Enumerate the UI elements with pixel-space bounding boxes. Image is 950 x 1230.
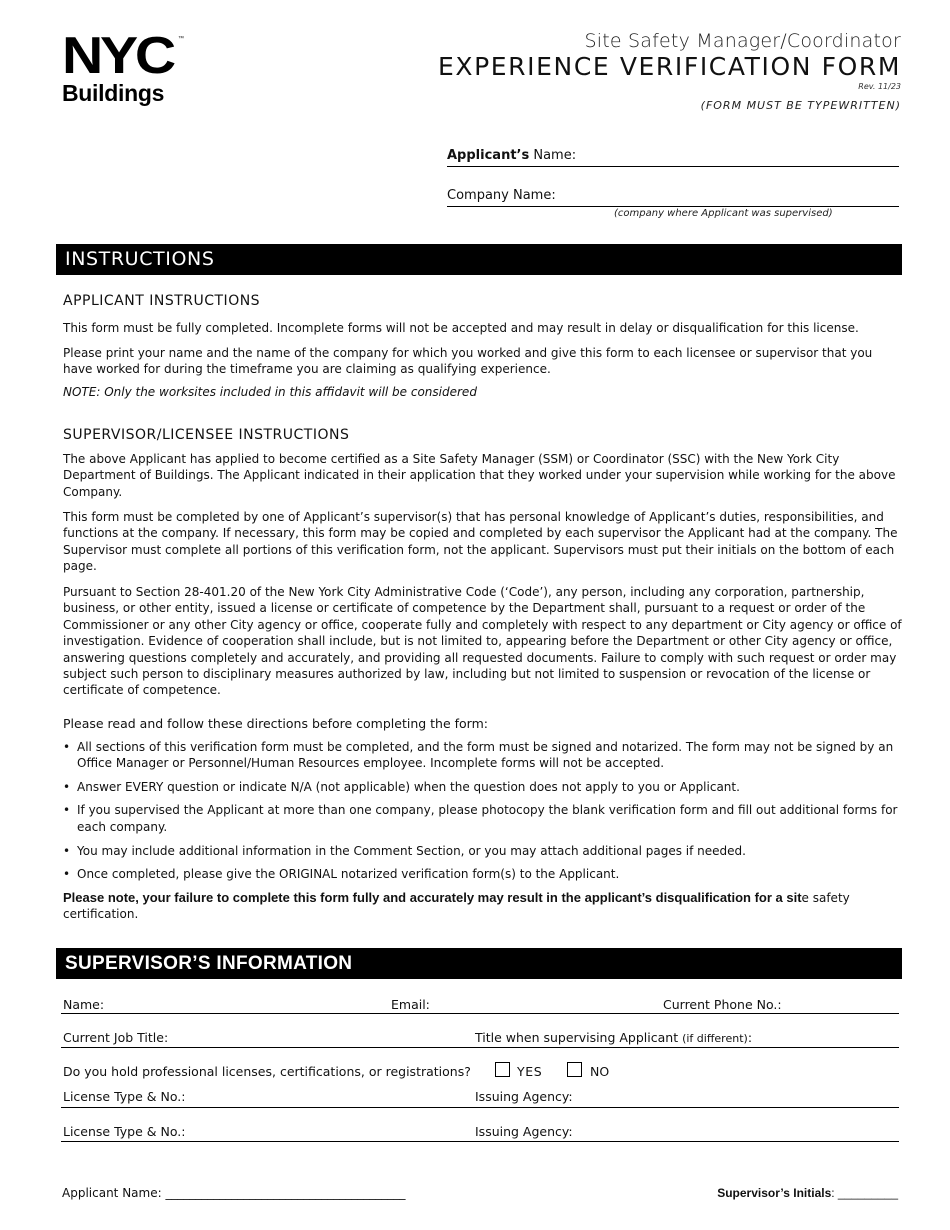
list-item: • If you supervised the Applicant at more than one company, please photocopy the blank verification form and fill out additional forms for each company. <box>63 802 901 835</box>
applicant-instructions-note: NOTE: Only the worksites included in this affidavit will be considered <box>63 385 477 399</box>
company-name-note: (company where Applicant was supervised) <box>614 208 833 219</box>
disqualification-note <box>63 890 901 923</box>
applicant-instructions-p1: This form must be fully completed. Incomplete forms will not be accepted and may result in delay or disqualification for this license. <box>63 321 859 335</box>
disqualification-note-rest: e safety certification. <box>63 891 850 922</box>
license-type-field-1[interactable]: License Type & No.: <box>63 1089 186 1104</box>
form-subtitle: Site Safety Manager/Coordinator <box>584 30 901 52</box>
supervisor-phone-field[interactable]: Current Phone No.: <box>663 997 782 1012</box>
supervisor-email-field[interactable]: Email: <box>391 997 430 1012</box>
supervisor-instructions-heading: SUPERVISOR/LICENSEE INSTRUCTIONS <box>63 427 350 443</box>
title-when-supervising-label: Title when supervising Applicant <box>475 1030 683 1045</box>
license-type-field-2[interactable]: License Type & No.: <box>63 1124 186 1139</box>
applicant-instructions-p2: Please print your name and the name of the company for which you worked and give this form to each licensee or supervisor that you have worked for during the timeframe you are claiming as qualifying experience. <box>63 346 873 377</box>
applicant-name-field[interactable] <box>447 148 899 167</box>
issuing-agency-field-1[interactable]: Issuing Agency: <box>475 1089 573 1104</box>
applicant-name-label: Name: <box>529 148 577 163</box>
directions-intro: Please read and follow these directions before completing the form: <box>63 716 488 731</box>
applicant-name-footer-field[interactable]: Applicant Name: ________________________________________ <box>62 1186 406 1200</box>
disqualification-note-bold: Please note, your failure to complete this form fully and accurately may result in the applicant’s disqualification for a sit <box>63 890 802 905</box>
list-item: • Answer EVERY question or indicate N/A (not applicable) when the question does not apply to you or Applicant. <box>63 779 901 795</box>
company-name-field[interactable] <box>447 188 899 207</box>
supervisor-instructions-p3: Pursuant to Section 28-401.20 of the New York City Administrative Code (‘Code’), any person, including any corporation, partnership, business, or other entity, issued a license or certificate of competence by the Department shall, pursuant to a request or order of the Commissioner or any other City agency or office, cooperate fully and completely with respect to any department or City agency or office of investigation. Evidence of cooperation shall include, but is not limited to, appearing before the Department or other City agency or office, answering questions completely and accurately, and providing all requested documents. Failure to comply with such request or order may subject such person to disciplinary measures authorized by law, including but not limited to suspension or revocation of the license or certificate of competence. <box>63 585 902 698</box>
yes-label: YES <box>517 1064 543 1079</box>
yes-checkbox[interactable] <box>495 1062 510 1077</box>
current-job-title-field[interactable]: Current Job Title: <box>63 1030 169 1045</box>
directions-list <box>63 739 901 890</box>
no-checkbox[interactable] <box>567 1062 582 1077</box>
nyc-logo: NYC <box>62 27 173 85</box>
typewritten-note: (FORM MUST BE TYPEWRITTEN) <box>700 99 901 112</box>
trademark-mark: ™ <box>178 36 184 42</box>
issuing-agency-field-2[interactable]: Issuing Agency: <box>475 1124 573 1139</box>
supervisor-name-field[interactable]: Name: <box>63 997 105 1012</box>
if-different-note: (if different) <box>682 1032 748 1045</box>
licenses-question: Do you hold professional licenses, certifications, or registrations? <box>63 1064 471 1079</box>
applicant-instructions-heading: APPLICANT INSTRUCTIONS <box>63 293 261 309</box>
supervisor-instructions-p1: The above Applicant has applied to become certified as a Site Safety Manager (SSM) or Coordinator (SSC) with the New York City Department of Buildings. The Applicant indicated in their application that they worked under your supervision while working for the above Company. <box>63 452 896 499</box>
title-colon: : <box>747 1030 753 1045</box>
supervisor-info-section-bar: SUPERVISOR’S INFORMATION <box>56 948 902 979</box>
supervisor-initials-blank: : _________ <box>831 1186 898 1200</box>
list-item: • You may include additional information in the Comment Section, or you may attach additional pages if needed. <box>63 843 901 859</box>
form-title: EXPERIENCE VERIFICATION FORM <box>437 52 901 81</box>
supervisor-initials-label: Supervisor’s Initials <box>717 1186 832 1200</box>
revision-label: Rev. 11/23 <box>858 82 901 91</box>
supervisor-instructions-p2: This form must be completed by one of Applicant’s supervisor(s) that has personal knowledge of Applicant’s duties, responsibilities, and functions at the company. If necessary, this form may be copied and completed by each supervisor the Applicant had at the company. The Supervisor must complete all portions of this verification form, not the applicant. Supervisors must put their initials on the bottom of each page. <box>63 510 898 574</box>
list-item: • All sections of this verification form must be completed, and the form must be signed and notarized. The form may not be signed by an Office Manager or Personnel/Human Resources employee. Incomplete forms will not be accepted. <box>63 739 901 772</box>
supervisor-initials-field[interactable] <box>717 1186 898 1200</box>
instructions-section-bar: INSTRUCTIONS <box>56 244 902 275</box>
title-when-supervising-field[interactable] <box>475 1030 752 1045</box>
buildings-logo-text: Buildings <box>62 80 165 106</box>
list-item: • Once completed, please give the ORIGINAL notarized verification form(s) to the Applicant. <box>63 866 901 882</box>
company-name-label: Company Name: <box>447 188 556 203</box>
no-label: NO <box>590 1064 610 1079</box>
applicant-name-label-bold: Applicant’s <box>447 148 530 163</box>
